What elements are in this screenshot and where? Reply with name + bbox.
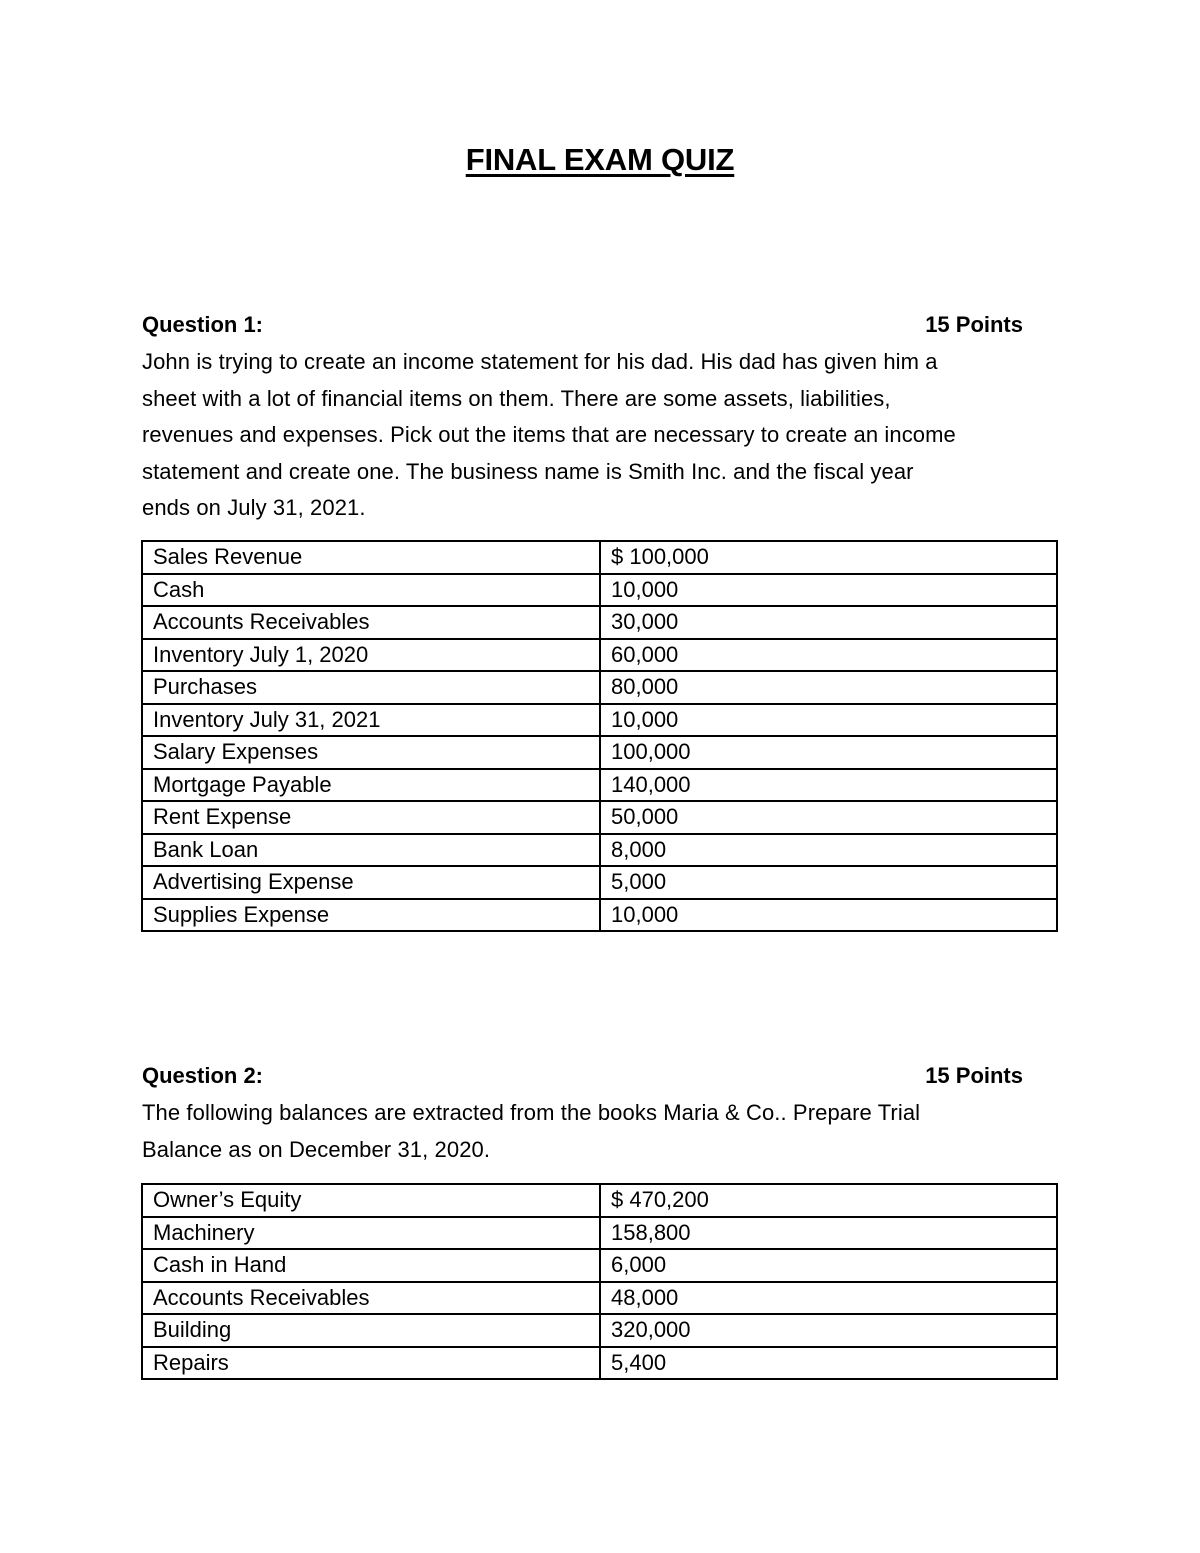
- value-cell: 8,000: [600, 834, 1057, 867]
- table-row: [142, 736, 1057, 769]
- question-1-line: statement and create one. The business name is Smith Inc. and the fiscal year: [142, 458, 914, 484]
- question-1-line: sheet with a lot of financial items on them. There are some assets, liabilities,: [142, 385, 891, 411]
- value-cell: 10,000: [600, 704, 1057, 737]
- value-cell: 10,000: [600, 574, 1057, 607]
- value-cell: 100,000: [600, 736, 1057, 769]
- value-cell: 5,400: [600, 1347, 1057, 1380]
- value-cell: 80,000: [600, 671, 1057, 704]
- question-1-label: Question 1:: [142, 312, 264, 337]
- question-2-line: The following balances are extracted from the books Maria & Co.. Prepare Trial: [142, 1100, 921, 1125]
- value-cell: 50,000: [600, 801, 1057, 834]
- item-cell: Accounts Receivables: [142, 1282, 600, 1315]
- question-1-line: revenues and expenses. Pick out the items that are necessary to create an income: [142, 422, 956, 447]
- value-cell: 30,000: [600, 606, 1057, 639]
- table-row: [142, 541, 1057, 574]
- item-cell: Rent Expense: [142, 801, 600, 834]
- item-cell: Cash in Hand: [142, 1249, 600, 1282]
- table-row: [142, 704, 1057, 737]
- table-row: [142, 1282, 1057, 1315]
- question-1-points: 15 Points: [925, 312, 1023, 337]
- value-cell: 320,000: [600, 1314, 1057, 1347]
- item-cell: Repairs: [142, 1347, 600, 1380]
- question-2-text: [142, 1095, 1062, 1168]
- question-1-text: [142, 344, 1062, 527]
- value-cell: 6,000: [600, 1249, 1057, 1282]
- item-cell: Inventory July 31, 2021: [142, 704, 600, 737]
- value-cell: 158,800: [600, 1217, 1057, 1250]
- question-2-table: [141, 1183, 1058, 1380]
- page-title: FINAL EXAM QUIZ: [465, 142, 735, 177]
- table-row: [142, 834, 1057, 867]
- table-row: [142, 671, 1057, 704]
- table-row: [142, 1249, 1057, 1282]
- table-row: [142, 606, 1057, 639]
- question-1-table: [141, 540, 1058, 932]
- item-cell: Supplies Expense: [142, 899, 600, 932]
- item-cell: Inventory July 1, 2020: [142, 639, 600, 672]
- value-cell: 5,000: [600, 866, 1057, 899]
- table-row: [142, 769, 1057, 802]
- table-row: [142, 1347, 1057, 1380]
- question-1-line: John is trying to create an income statement for his dad. His dad has given him a: [142, 349, 938, 374]
- table-row: [142, 1314, 1057, 1347]
- item-cell: Purchases: [142, 671, 600, 704]
- item-cell: Owner’s Equity: [142, 1184, 600, 1217]
- table-row: [142, 1184, 1057, 1217]
- table-row: [142, 574, 1057, 607]
- table-row: [142, 866, 1057, 899]
- item-cell: Cash: [142, 574, 600, 607]
- table-row: [142, 899, 1057, 932]
- value-cell: $ 100,000: [600, 541, 1057, 574]
- question-2-label: Question 2:: [142, 1063, 264, 1088]
- value-cell: 60,000: [600, 639, 1057, 672]
- question-2-line: Balance as on December 31, 2020.: [142, 1136, 491, 1162]
- question-2-header: [142, 1061, 1023, 1091]
- item-cell: Accounts Receivables: [142, 606, 600, 639]
- item-cell: Bank Loan: [142, 834, 600, 867]
- question-1-line: ends on July 31, 2021.: [142, 495, 366, 520]
- value-cell: 10,000: [600, 899, 1057, 932]
- item-cell: Machinery: [142, 1217, 600, 1250]
- item-cell: Advertising Expense: [142, 866, 600, 899]
- table-row: [142, 801, 1057, 834]
- value-cell: $ 470,200: [600, 1184, 1057, 1217]
- item-cell: Sales Revenue: [142, 541, 600, 574]
- question-2-points: 15 Points: [925, 1063, 1023, 1088]
- item-cell: Mortgage Payable: [142, 769, 600, 802]
- table-row: [142, 639, 1057, 672]
- value-cell: 140,000: [600, 769, 1057, 802]
- question-1-header: [142, 310, 1023, 340]
- value-cell: 48,000: [600, 1282, 1057, 1315]
- table-row: [142, 1217, 1057, 1250]
- item-cell: Building: [142, 1314, 600, 1347]
- item-cell: Salary Expenses: [142, 736, 600, 769]
